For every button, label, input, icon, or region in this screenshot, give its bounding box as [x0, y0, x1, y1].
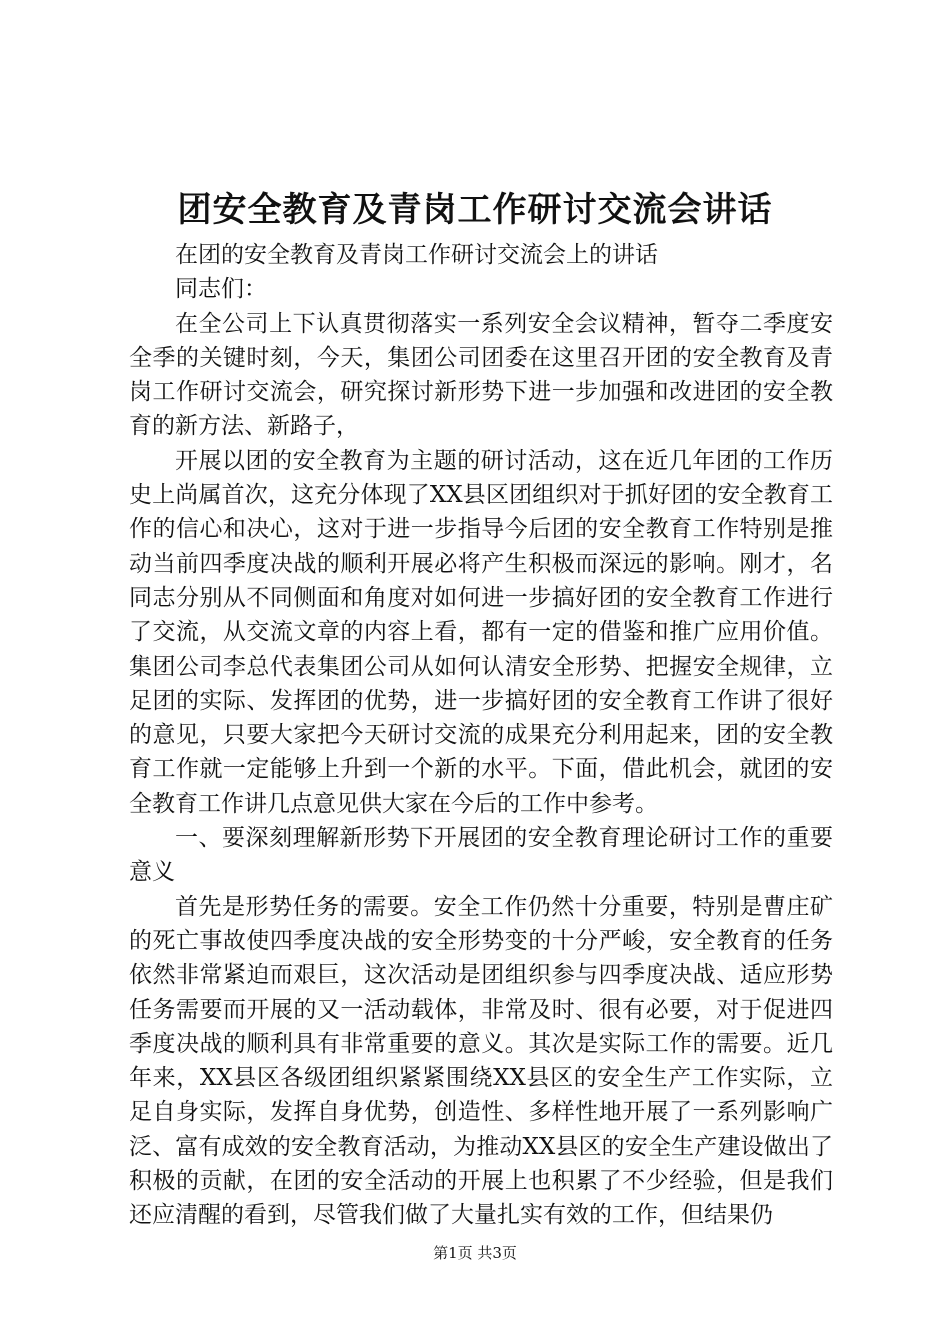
- document-body: [129, 238, 833, 1233]
- document-title: 团安全教育及青岗工作研讨交流会讲话: [177, 190, 773, 230]
- salutation: 同志们：: [175, 276, 267, 303]
- body-paragraph: 首先是形势任务的需要。安全工作仍然十分重要，特别是曹庄矿的死亡事故使四季度决战的安全形势变的十分严峻，安全教育的任务依然非常紧迫而艰巨，这次活动是团组织参与四季度决战、适应形势任务需要而开展的又一活动载体，非常及时、很有必要，对于促进四季度决战的顺利具有非常重要的意义。其次是实际工作的需要。近几年来，XX县区各级团组织紧紧围绕XX县区的安全生产工作实际，立足自身实际，发挥自身优势，创造性、多样性地开展了一系列影响广泛、富有成效的安全教育活动，为推动XX县区的安全生产建设做出了积极的贡献，在团的安全活动的开展上也积累了不少经验，但是我们还应清醒的看到，尽管我们做了大量扎实有效的工作，但结果仍: [129, 893, 833, 1229]
- body-paragraph: 开展以团的安全教育为主题的研讨活动，这在近几年团的工作历史上尚属首次，这充分体现了XX县区团组织对于抓好团的安全教育工作的信心和决心，这对于进一步指导今后团的安全教育工作特别是推动当前四季度决战的顺利开展必将产生积极而深远的影响。刚才，名同志分别从不同侧面和角度对如何进一步搞好团的安全教育工作进行了交流，从交流文章的内容上看，都有一定的借鉴和推广应用价值。集团公司李总代表集团公司从如何认清安全形势、把握安全规律，立足团的实际、发挥团的优势，进一步搞好团的安全教育工作讲了很好的意见，只要大家把今天研讨交流的成果充分利用起来，团的安全教育工作就一定能够上升到一个新的水平。下面，借此机会，就团的安全教育工作讲几点意见供大家在今后的工作中参考。: [129, 447, 833, 817]
- section-heading: 一、要深刻理解新形势下开展团的安全教育理论研讨工作的重要意义: [129, 825, 833, 886]
- body-paragraph: 在全公司上下认真贯彻落实一系列安全会议精神，暂夺二季度安全季的关键时刻，今天，集团公司团委在这里召开团的安全教育及青岗工作研讨交流会，研究探讨新形势下进一步加强和改进团的安全教育的新方法、新路子，: [129, 310, 833, 440]
- speech-subtitle: 在团的安全教育及青岗工作研讨交流会上的讲话: [175, 242, 658, 268]
- page-number-footer: 第1页 共3页: [433, 1244, 517, 1262]
